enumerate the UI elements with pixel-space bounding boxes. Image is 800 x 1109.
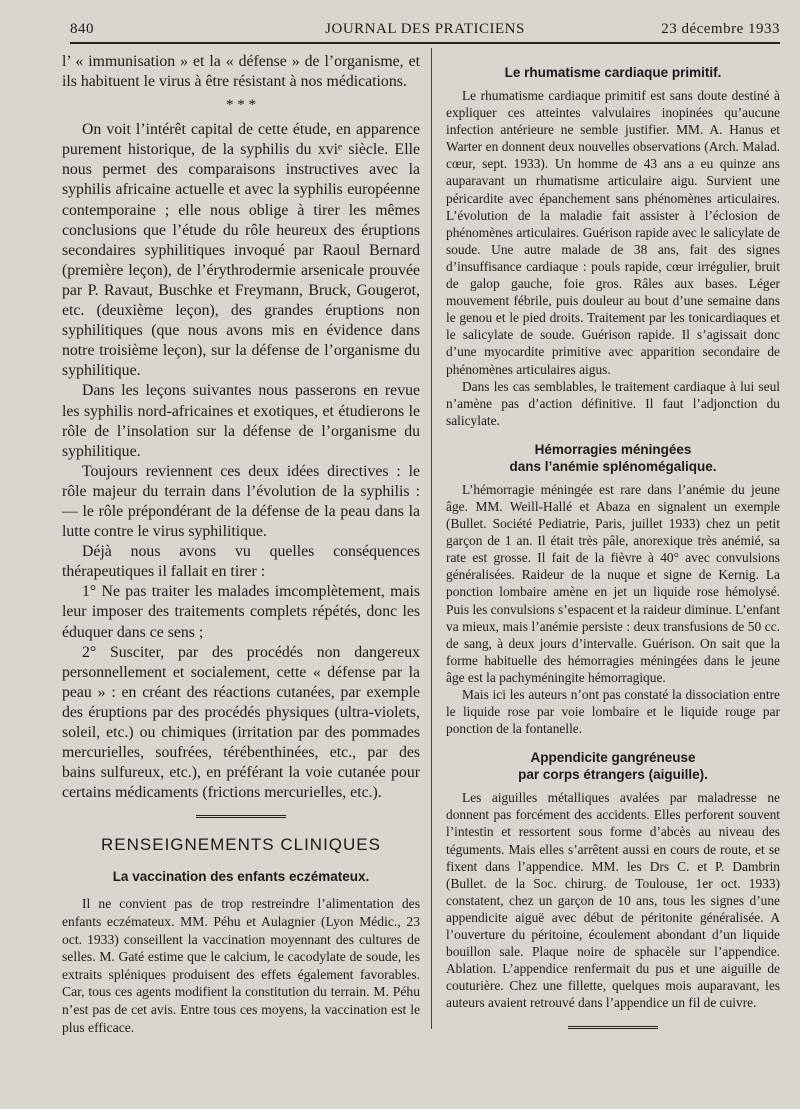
- title-line: dans l’anémie splénomégalique.: [509, 458, 717, 474]
- paragraph: Dans les cas semblables, le traitement cardiaque à lui seul n’amène pas d’action définitive. Il faut l’adjonction du salicylate.: [446, 378, 780, 428]
- paragraph: L’hémorragie méningée est rare dans l’anémie du jeune âge. MM. Weill-Hallé et Abaza en signalent un exemple (Bullet. Société Pediatrie, Paris, juillet 1933) chez un petit garçon de 1 an. Il était très pâle, anorexique très anémié, sa rate est grosse. Il fait de la fièvre à 40° avec convulsions généralisées. Raideur de la nuque et signe de Kernig. La ponction lombaire amène en jet un liquide rose hémolysé. Puis les convulsions s’espacent et la raideur diminue. L’enfant va mieux, mais l’anémie persiste : deux transfusions de 50 cc. de sang, à deux jours d’intervalle. Guérison. On sait que la forme habituelle des hémorragies méningées dans le jeune âge est la pachyméningite hémorragique.: [446, 481, 780, 685]
- paragraph: Déjà nous avons vu quelles conséquences thérapeutiques il fallait en tirer :: [62, 543, 420, 581]
- section-stars: * * *: [226, 97, 256, 114]
- page-header: [70, 18, 780, 40]
- paragraph: l’ « immunisation » et la « défense » de l’organisme, et ils habituent le virus à être résistant à nos médications.: [62, 53, 420, 91]
- paragraph: On voit l’intérêt capital de cette étude, en apparence purement historique, de la syphilis du xviᵉ siècle. Elle nous permet des comparaisons instructives avec la syphilis africaine actuelle et avec la syphilis européenne contemporaine ; elle nous oblige à tirer les mêmes conclusions que l’étude du rôle heureux des éruptions secondaires syphilitiques invoqué par Raoul Bernard (première leçon), de l’érythrodermie arsenicale prouvée par P. Ravaut, Buschke et Freymann, Bruck, Gougerot, etc. (deuxième leçon), des grandes éruptions non syphilitiques (que nous avons mis en évidence dans notre troisième leçon), sur la défense de l’organisme du syphilitique.: [62, 121, 420, 380]
- issue-date: 23 décembre 1933: [661, 20, 780, 37]
- paragraph: 1° Ne pas traiter les malades imcomplètement, mais leur imposer des traitements complets répétés, donc les éduquer dans ce sens ;: [62, 583, 420, 641]
- section-title: RENSEIGNEMENTS CLINIQUES: [101, 835, 381, 855]
- right-column: [446, 64, 780, 1031]
- left-column: [62, 52, 420, 1036]
- paragraph: Dans les leçons suivantes nous passerons en revue les syphilis nord-africaines et exotiques, et étudierons le rôle de l’insolation sur la défense de l’organisme du syphilitique.: [62, 382, 420, 460]
- header-rule: [70, 42, 780, 44]
- paragraph: 2° Susciter, par des procédés non dangereux personnellement et socialement, cette « défense par la peau » : en créant des réactions cutanées, par exemple des éruptions par des procédés physiques (ultra-violets, soleil, etc.) ou chimiques (irritation par des pommades mercurielles, soufrées, térébenthinées, etc., par des bains sulfureux, etc.), en préférant la voie cutanée pour certains médicaments (frictions mercurielles, etc.).: [62, 643, 420, 802]
- column-divider: [431, 48, 432, 1029]
- paragraph: Mais ici les auteurs n’ont pas constaté la dissociation entre le liquide rose par voie lombaire et le liquide rouge par ponction de la fontanelle.: [446, 687, 780, 737]
- article-title: Le rhumatisme cardiaque primitif.: [504, 65, 722, 80]
- section-rule: [196, 815, 286, 820]
- title-line: par corps étrangers (aiguille).: [518, 767, 708, 783]
- end-rule: [568, 1026, 658, 1031]
- title-line: Appendicite gangréneuse: [530, 750, 696, 766]
- article-title: [446, 441, 780, 475]
- journal-title: JOURNAL DES PRATICIENS: [325, 20, 525, 37]
- paragraph: Le rhumatisme cardiaque primitif est sans doute destiné à expliquer ces atteintes valvulaires inopinées qu’aucune infection antérieure ne semble justifier. MM. A. Hanus et Warter en donnent deux nouvelles observations (Arch. Malad. cœur, sept. 1933). Un homme de 43 ans a eu quinze ans auparavant un rhumatisme articulaire aigu. Survient une péricardite avec épanchement sans phénomènes articulaires. L’évolution de la maladie fait assister à l’éclosion de phénomènes articulaires. Guérison rapide avec le salicylate de soude. Une autre malade de 38 ans, fait des signes d’insuffisance cardiaque : pouls rapide, cœur irrégulier, bruit de galop gauche, foie gros. Râles aux bases. Léger mouvement fébrile, puis douleur au bout d’une semaine dans le genou et le pied droits. Traitement par les tonicardiaques et le salicylate de soude. Guérison rapide. Il s’agissait donc d’une myocardite primitive avec apparition secondaire de phénomènes articulaires aigus.: [446, 88, 780, 377]
- paragraph: Toujours reviennent ces deux idées directives : le rôle majeur du terrain dans l’évolution de la syphilis : — le rôle prépondérant de la défense de la peau dans la lutte contre le virus syphilitique.: [62, 462, 420, 541]
- paragraph: Il ne convient pas de trop restreindre l’alimentation des enfants eczémateux. MM. Péhu et Aulagnier (Lyon Médic., 23 oct. 1933) conseillent la vaccination moyennant des cultures de selles. M. Gaté estime que le calcium, le cacodylate de soude, les extraits spléniques produisent des effets également favorables. Car, tous ces agents modifient la constitution du terrain. M. Péhu n’est pas de cet avis. Entre tous ces moyens, la vaccination est le plus efficace.: [62, 896, 420, 1035]
- article-title: [446, 749, 780, 783]
- article-title: La vaccination des enfants eczémateux.: [112, 869, 370, 885]
- title-line: Hémorragies méningées: [534, 441, 692, 457]
- paragraph: Les aiguilles métalliques avalées par maladresse ne donnent pas forcément des accidents. Elles perforent souvent l’intestin et ressortent sous forme d’abcès au niveau des téguments. Mais elles s’arrêtent aussi en cours de route, et se fixent dans l’appendice. MM. les Drs C. et P. Dambrin (Bullet. de la Soc. chirurg. de Toulouse, 1er oct. 1933) constatent, chez un garçon de 10 ans, tous les signes d’une appendicite aiguë avec début de péritonite généralisée. A l’ouverture du péritoine, écoulement abondant d’un liquide bouillon sale. Plaque noire de sphacèle sur l’appendice. Ablation. L’appendice renfermait du pus et une aiguille de couturière. Chez une fillette, quelques mois auparavant, les auteurs avaient retrouvé dans l’appendice un fil de cuivre.: [446, 790, 780, 1011]
- page-number: 840: [70, 20, 94, 37]
